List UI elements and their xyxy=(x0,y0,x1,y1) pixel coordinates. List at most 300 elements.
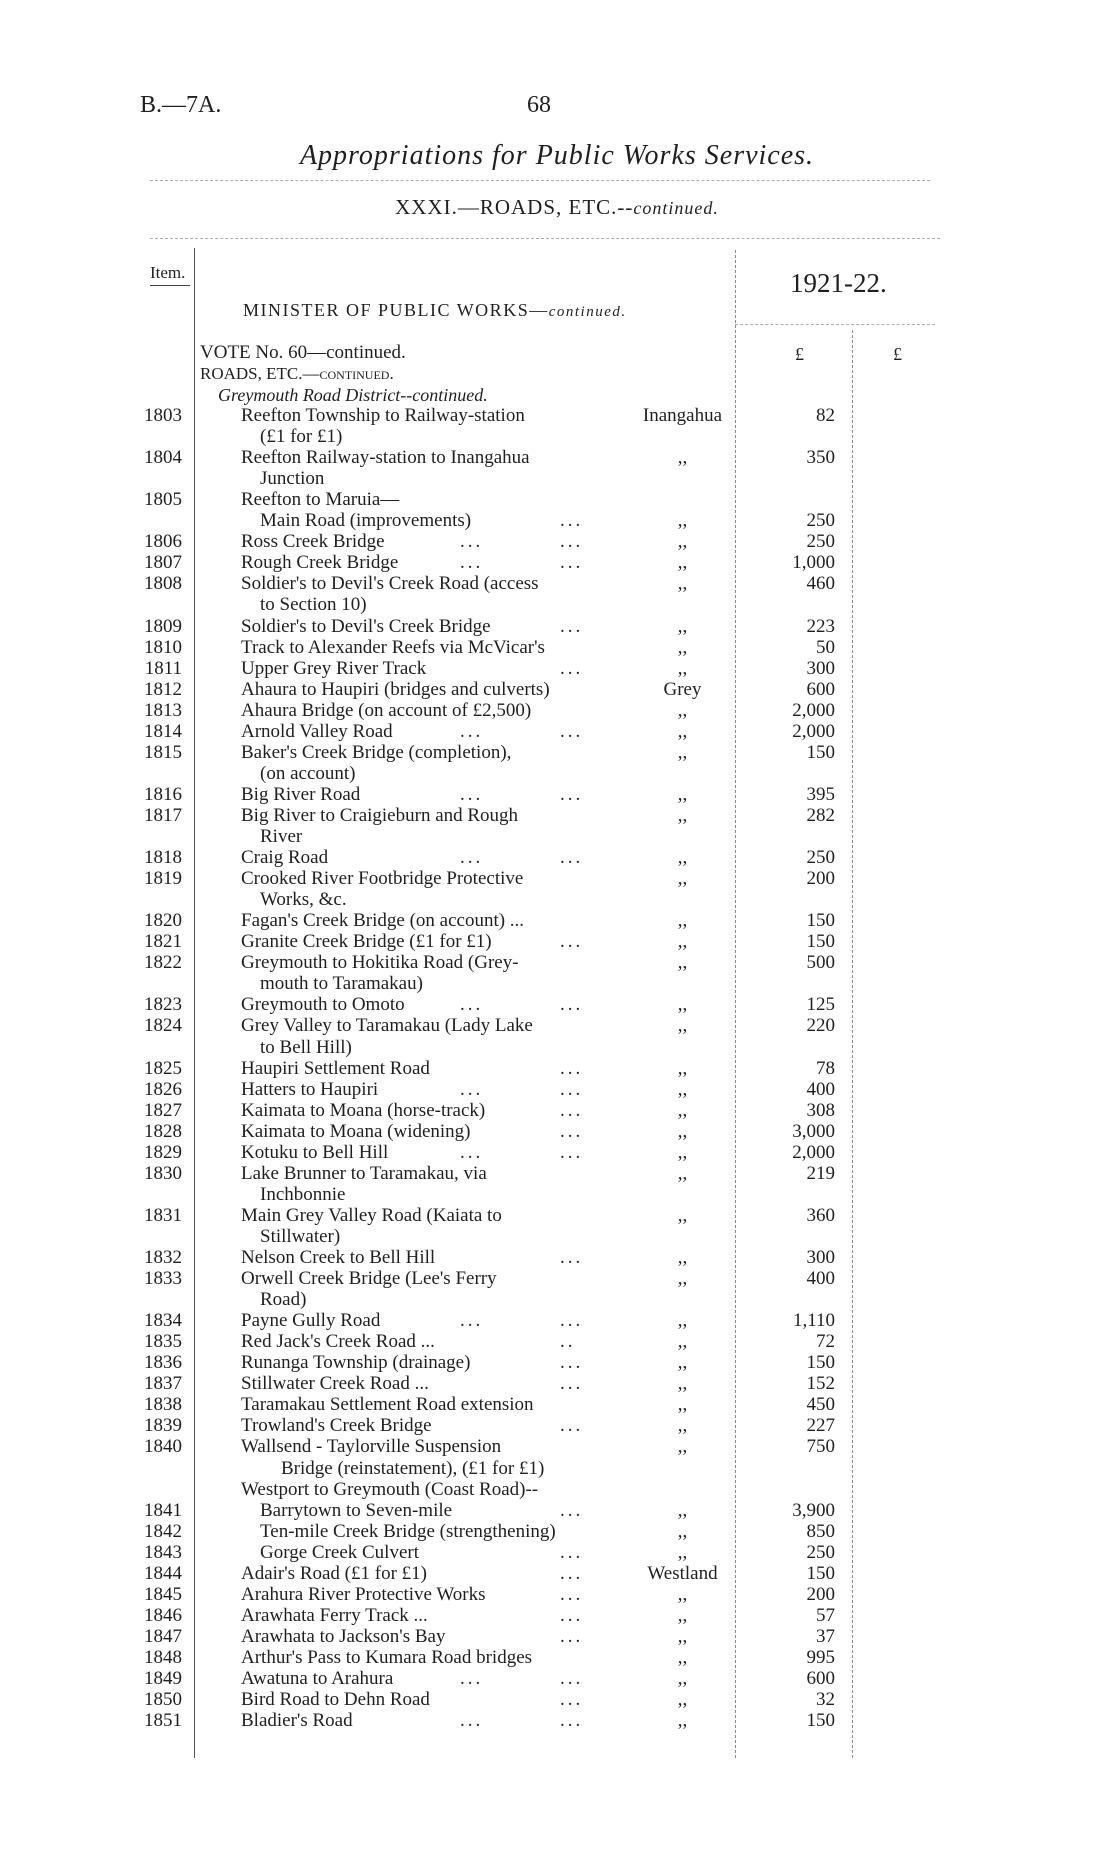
table-row xyxy=(0,1121,1114,1142)
table-row xyxy=(0,1015,1114,1036)
item-description: to Bell Hill) xyxy=(260,1036,352,1058)
table-row xyxy=(0,1436,1114,1457)
amount-value: 223 xyxy=(806,615,835,637)
ministry-heading xyxy=(243,300,627,321)
district-name: ,, xyxy=(677,1646,688,1668)
amount-value: 1,000 xyxy=(792,552,835,574)
leader-dots: ... xyxy=(560,783,584,805)
item-description: Westport to Greymouth (Coast Road)-- xyxy=(241,1478,539,1500)
table-row xyxy=(0,1373,1114,1394)
item-number: 1836 xyxy=(144,1352,182,1374)
item-description: Hatters to Haupiri xyxy=(241,1078,379,1100)
district-name: ,, xyxy=(677,1499,688,1521)
amount-value: 250 xyxy=(806,510,835,532)
item-number: 1828 xyxy=(144,1120,182,1142)
district-name: ,, xyxy=(677,552,688,574)
district-name: ,, xyxy=(677,1015,688,1037)
district-name: ,, xyxy=(677,1310,688,1332)
amount-value: 50 xyxy=(816,636,835,658)
item-description: Barrytown to Seven-mile xyxy=(260,1499,453,1521)
item-description: Nelson Creek to Bell Hill xyxy=(241,1247,436,1268)
item-description: Gorge Creek Culvert xyxy=(260,1541,419,1563)
table-row xyxy=(0,1163,1114,1184)
amount-value: 250 xyxy=(806,531,835,553)
district-name: ,, xyxy=(677,952,688,974)
leader-dots: ... xyxy=(560,1373,584,1395)
item-number: 1830 xyxy=(144,1162,182,1184)
table-row xyxy=(0,510,1114,531)
leader-dots: ... xyxy=(560,510,584,532)
table-row xyxy=(0,1458,1114,1479)
amount-value: 1,110 xyxy=(792,1310,835,1332)
amount-value: 57 xyxy=(816,1604,835,1626)
table-row xyxy=(0,1710,1114,1731)
amount-value: 3,000 xyxy=(792,1120,835,1142)
table-row xyxy=(0,700,1114,721)
table-row xyxy=(0,1479,1114,1500)
table-row xyxy=(0,868,1114,889)
item-description: Big River Road xyxy=(241,783,361,805)
leader-dots: ... xyxy=(560,1562,584,1584)
item-description: Reefton Railway-station to Inangahua xyxy=(241,447,530,469)
table-row xyxy=(0,552,1114,573)
leader-dots: ... xyxy=(460,1668,484,1689)
district-name: ,, xyxy=(677,1352,688,1374)
amount-value: 152 xyxy=(806,1373,835,1395)
table-row xyxy=(0,489,1114,510)
table-row xyxy=(0,1100,1114,1121)
item-description: Main Grey Valley Road (Kaiata to xyxy=(241,1204,502,1226)
amount-value: 395 xyxy=(806,783,835,805)
item-description: Fagan's Creek Bridge (on account) ... xyxy=(241,910,525,932)
item-description: Soldier's to Devil's Creek Bridge xyxy=(241,615,491,637)
item-description: Payne Gully Road xyxy=(241,1310,381,1332)
table-row xyxy=(0,573,1114,594)
table-row xyxy=(0,1289,1114,1310)
leader-dots: ... xyxy=(560,531,584,553)
district-name: ,, xyxy=(677,1436,688,1458)
district-name: ,, xyxy=(677,868,688,890)
amount-value: 300 xyxy=(806,657,835,679)
district-name: ,, xyxy=(677,1078,688,1100)
item-description: Greymouth to Omoto xyxy=(241,994,405,1016)
item-description: Rough Creek Bridge xyxy=(241,552,399,574)
amount-value: 308 xyxy=(806,1099,835,1121)
leader-dots: ... xyxy=(460,783,484,805)
section-subtitle xyxy=(0,195,1114,220)
item-number: 1840 xyxy=(144,1436,182,1458)
item-number: 1846 xyxy=(144,1604,182,1626)
item-column-header: Item. xyxy=(150,263,186,282)
item-description: Haupiri Settlement Road xyxy=(241,1057,430,1079)
leader-dots: ... xyxy=(560,1625,584,1647)
amount-value: 227 xyxy=(806,1415,835,1437)
table-row xyxy=(0,721,1114,742)
leader-dots: ... xyxy=(460,1141,484,1163)
district-heading: Greymouth Road District--continued. xyxy=(218,385,488,405)
item-number: 1803 xyxy=(144,405,182,426)
table-row xyxy=(0,1142,1114,1163)
table-top-rule xyxy=(150,238,940,239)
item-number: 1851 xyxy=(144,1710,182,1732)
subtitle-main: XXXI.—ROADS, ETC.-- xyxy=(395,195,634,219)
table-row xyxy=(0,1352,1114,1373)
amount-value: 250 xyxy=(806,1541,835,1563)
district-name: ,, xyxy=(677,931,688,953)
minister-main: MINISTER OF PUBLIC WORKS— xyxy=(243,300,549,320)
district-name: ,, xyxy=(677,1162,688,1184)
amount-value: 2,000 xyxy=(792,1141,835,1163)
district-name: ,, xyxy=(677,741,688,763)
table-row xyxy=(0,1058,1114,1079)
item-number: 1815 xyxy=(144,741,182,763)
item-description: Red Jack's Creek Road ... xyxy=(241,1331,435,1353)
amount-value: 3,900 xyxy=(792,1499,835,1521)
item-description: Works, &c. xyxy=(260,889,347,911)
table-row xyxy=(0,1331,1114,1352)
item-number: 1835 xyxy=(144,1331,182,1353)
item-number: 1816 xyxy=(144,783,182,805)
amount-value: 300 xyxy=(806,1247,835,1268)
leader-dots: ... xyxy=(560,1078,584,1100)
item-number: 1837 xyxy=(144,1373,182,1395)
item-number: 1843 xyxy=(144,1541,182,1563)
item-number: 1844 xyxy=(144,1562,182,1584)
table-row xyxy=(0,763,1114,784)
district-name: ,, xyxy=(677,1604,688,1626)
leader-dots: ... xyxy=(560,1689,584,1711)
district-name: Grey xyxy=(663,678,702,700)
item-number: 1842 xyxy=(144,1520,182,1542)
document-reference: B.—7A. xyxy=(140,92,222,118)
leader-dots: .. xyxy=(560,1331,576,1353)
table-row xyxy=(0,1500,1114,1521)
item-description: Ross Creek Bridge xyxy=(241,531,385,553)
table-row xyxy=(0,847,1114,868)
item-number: 1834 xyxy=(144,1310,182,1332)
item-description: Main Road (improvements) xyxy=(260,510,472,532)
amount-value: 150 xyxy=(806,741,835,763)
item-number: 1806 xyxy=(144,531,182,553)
pound-symbol-amount: £ xyxy=(795,344,804,364)
leader-dots: ... xyxy=(560,1499,584,1521)
leader-dots: ... xyxy=(560,1310,584,1332)
amount-value: 72 xyxy=(816,1331,835,1353)
item-number: 1829 xyxy=(144,1141,182,1163)
item-header-underline xyxy=(150,285,190,286)
item-number: 1813 xyxy=(144,699,182,721)
leader-dots: ... xyxy=(460,1078,484,1100)
leader-dots: ... xyxy=(560,1099,584,1121)
table-row xyxy=(0,1647,1114,1668)
table-row xyxy=(0,405,1114,426)
item-number: 1831 xyxy=(144,1204,182,1226)
amount-value: 360 xyxy=(806,1204,835,1226)
amount-value: 219 xyxy=(806,1162,835,1184)
district-name: ,, xyxy=(677,804,688,826)
item-number: 1839 xyxy=(144,1415,182,1437)
item-description: Arawhata to Jackson's Bay xyxy=(241,1625,446,1647)
district-name: ,, xyxy=(677,1710,688,1732)
leader-dots: ... xyxy=(560,994,584,1016)
district-name: ,, xyxy=(677,615,688,637)
item-description: Ahaura to Haupiri (bridges and culverts) xyxy=(241,678,550,700)
district-name: ,, xyxy=(677,1268,688,1290)
amount-value: 150 xyxy=(806,910,835,932)
table-row xyxy=(0,1415,1114,1436)
district-name: ,, xyxy=(677,783,688,805)
item-number: 1818 xyxy=(144,847,182,869)
item-description: Taramakau Settlement Road extension xyxy=(241,1394,534,1416)
item-description: Grey Valley to Taramakau (Lady Lake xyxy=(241,1015,533,1037)
item-description: Orwell Creek Bridge (Lee's Ferry xyxy=(241,1268,497,1290)
amount-value: 200 xyxy=(806,868,835,890)
leader-dots: ... xyxy=(560,1604,584,1626)
leader-dots: ... xyxy=(560,1668,584,1689)
table-row xyxy=(0,973,1114,994)
leader-dots: ... xyxy=(460,531,484,553)
item-description: Adair's Road (£1 for £1) xyxy=(241,1562,427,1584)
item-description: Big River to Craigieburn and Rough xyxy=(241,804,519,826)
table-row xyxy=(0,1037,1114,1058)
year-header-underline xyxy=(735,324,935,325)
item-description: Reefton Township to Railway-station xyxy=(241,405,525,426)
item-description: (£1 for £1) xyxy=(260,426,343,448)
item-description: (on account) xyxy=(260,762,356,784)
item-description: Trowland's Creek Bridge xyxy=(241,1415,432,1437)
item-number: 1827 xyxy=(144,1099,182,1121)
item-number: 1807 xyxy=(144,552,182,574)
amount-value: 600 xyxy=(806,678,835,700)
item-description: Granite Creek Bridge (£1 for £1) xyxy=(241,931,492,953)
table-row xyxy=(0,784,1114,805)
district-name: ,, xyxy=(677,910,688,932)
leader-dots: ... xyxy=(560,1141,584,1163)
table-row xyxy=(0,1184,1114,1205)
item-number: 1847 xyxy=(144,1625,182,1647)
leader-dots: ... xyxy=(560,615,584,637)
district-name: ,, xyxy=(677,699,688,721)
item-number: 1848 xyxy=(144,1646,182,1668)
table-row xyxy=(0,1605,1114,1626)
page-number: 68 xyxy=(527,92,551,118)
amount-value: 600 xyxy=(806,1668,835,1689)
item-description: River xyxy=(260,826,303,847)
amount-value: 78 xyxy=(816,1057,835,1079)
amount-value: 32 xyxy=(816,1689,835,1711)
item-number: 1809 xyxy=(144,615,182,637)
amount-value: 150 xyxy=(806,931,835,953)
item-description: Bridge (reinstatement), (£1 for £1) xyxy=(281,1457,545,1479)
table-row xyxy=(0,1079,1114,1100)
item-description: Bird Road to Dehn Road xyxy=(241,1689,430,1711)
leader-dots: ... xyxy=(560,1710,584,1732)
amount-value: 850 xyxy=(806,1520,835,1542)
district-name: ,, xyxy=(677,1625,688,1647)
leader-dots: ... xyxy=(560,1415,584,1437)
item-description: Ten-mile Creek Bridge (strengthening) xyxy=(260,1520,556,1542)
leader-dots: ... xyxy=(460,1710,484,1732)
table-row xyxy=(0,1689,1114,1710)
table-row xyxy=(0,826,1114,847)
table-row xyxy=(0,1563,1114,1584)
table-row xyxy=(0,889,1114,910)
item-description: Runanga Township (drainage) xyxy=(241,1352,471,1374)
district-name: ,, xyxy=(677,1689,688,1711)
item-number: 1820 xyxy=(144,910,182,932)
table-row xyxy=(0,952,1114,973)
page-title: Appropriations for Public Works Services. xyxy=(299,140,815,171)
amount-value: 995 xyxy=(806,1646,835,1668)
amount-value: 282 xyxy=(806,804,835,826)
leader-dots: ... xyxy=(560,1541,584,1563)
table-row xyxy=(0,1626,1114,1647)
district-name: ,, xyxy=(677,510,688,532)
leader-dots: ... xyxy=(560,931,584,953)
district-name: Westland xyxy=(647,1562,718,1584)
table-row xyxy=(0,1668,1114,1689)
item-description: Upper Grey River Track xyxy=(241,657,427,679)
district-name: ,, xyxy=(677,720,688,742)
item-description: Track to Alexander Reefs via McVicar's xyxy=(241,636,545,658)
item-number: 1805 xyxy=(144,489,182,511)
amount-value: 400 xyxy=(806,1078,835,1100)
leader-dots: ... xyxy=(460,847,484,869)
item-description: Arawhata Ferry Track ... xyxy=(241,1604,428,1626)
amount-value: 125 xyxy=(806,994,835,1016)
table-row xyxy=(0,447,1114,468)
table-row xyxy=(0,426,1114,447)
item-number: 1833 xyxy=(144,1268,182,1290)
leader-dots: ... xyxy=(460,552,484,574)
district-name: ,, xyxy=(677,994,688,1016)
amount-value: 250 xyxy=(806,847,835,869)
item-number: 1845 xyxy=(144,1583,182,1605)
item-number: 1850 xyxy=(144,1689,182,1711)
district-name: ,, xyxy=(677,447,688,469)
district-name: ,, xyxy=(677,1583,688,1605)
leader-dots: ... xyxy=(460,720,484,742)
table-row xyxy=(0,468,1114,489)
district-name: ,, xyxy=(677,636,688,658)
table-row xyxy=(0,616,1114,637)
table-row xyxy=(0,931,1114,952)
item-number: 1826 xyxy=(144,1078,182,1100)
leader-dots: ... xyxy=(560,1247,584,1268)
item-description: Kotuku to Bell Hill xyxy=(241,1141,389,1163)
table-row xyxy=(0,658,1114,679)
vote-heading: VOTE No. 60—continued. xyxy=(200,342,406,363)
item-number: 1823 xyxy=(144,994,182,1016)
minister-continued: continued. xyxy=(548,304,627,320)
district-name: ,, xyxy=(677,1373,688,1395)
amount-value: 150 xyxy=(806,1710,835,1732)
amount-value: 200 xyxy=(806,1583,835,1605)
item-description: Lake Brunner to Taramakau, via xyxy=(241,1162,487,1184)
item-description: Stillwater Creek Road ... xyxy=(241,1373,429,1395)
roads-heading: ROADS, ETC.—continued. xyxy=(200,364,394,383)
amount-value: 500 xyxy=(806,952,835,974)
item-description: Ahaura Bridge (on account of £2,500) xyxy=(241,699,532,721)
district-name: ,, xyxy=(677,1541,688,1563)
item-number: 1819 xyxy=(144,868,182,890)
table-row xyxy=(0,1310,1114,1331)
item-number: 1821 xyxy=(144,931,182,953)
item-number: 1849 xyxy=(144,1668,182,1689)
district-name: ,, xyxy=(677,1099,688,1121)
leader-dots: ... xyxy=(560,1583,584,1605)
table-row xyxy=(0,1226,1114,1247)
item-description: Craig Road xyxy=(241,847,329,869)
item-description: Awatuna to Arahura xyxy=(241,1668,394,1689)
item-description: Stillwater) xyxy=(260,1225,341,1247)
district-name: ,, xyxy=(677,847,688,869)
item-description: Kaimata to Moana (horse-track) xyxy=(241,1099,486,1121)
district-name: ,, xyxy=(677,531,688,553)
leader-dots: ... xyxy=(560,847,584,869)
amount-value: 400 xyxy=(806,1268,835,1290)
item-number: 1810 xyxy=(144,636,182,658)
amount-value: 350 xyxy=(806,447,835,469)
leader-dots: ... xyxy=(560,1057,584,1079)
district-name: ,, xyxy=(677,1415,688,1437)
district-name: ,, xyxy=(677,1331,688,1353)
amount-value: 150 xyxy=(806,1562,835,1584)
item-number: 1841 xyxy=(144,1499,182,1521)
title-divider xyxy=(150,180,930,181)
table-row xyxy=(0,742,1114,763)
item-number: 1824 xyxy=(144,1015,182,1037)
pound-symbol-total: £ xyxy=(893,344,902,364)
item-number: 1804 xyxy=(144,447,182,469)
table-row xyxy=(0,994,1114,1015)
amount-value: 82 xyxy=(816,405,835,426)
district-name: ,, xyxy=(677,1120,688,1142)
item-description: Bladier's Road xyxy=(241,1710,353,1732)
item-description: to Section 10) xyxy=(260,594,367,616)
item-description: Arahura River Protective Works xyxy=(241,1583,486,1605)
item-number: 1825 xyxy=(144,1057,182,1079)
amount-value: 37 xyxy=(816,1625,835,1647)
leader-dots: ... xyxy=(560,657,584,679)
table-row xyxy=(0,679,1114,700)
item-number: 1817 xyxy=(144,804,182,826)
leader-dots: ... xyxy=(560,1120,584,1142)
item-description: Arnold Valley Road xyxy=(241,720,393,742)
subtitle-continued: continued. xyxy=(633,198,719,218)
item-description: Crooked River Footbridge Protective xyxy=(241,868,524,890)
item-number: 1822 xyxy=(144,952,182,974)
table-row xyxy=(0,910,1114,931)
amount-value: 150 xyxy=(806,1352,835,1374)
table-row xyxy=(0,1268,1114,1289)
item-description: Wallsend - Taylorville Suspension xyxy=(241,1436,502,1458)
leader-dots: ... xyxy=(560,1352,584,1374)
district-name: ,, xyxy=(677,657,688,679)
item-description: Junction xyxy=(260,468,325,490)
district-name: ,, xyxy=(677,1394,688,1416)
leader-dots: ... xyxy=(460,1310,484,1332)
amount-value: 220 xyxy=(806,1015,835,1037)
district-name: ,, xyxy=(677,1204,688,1226)
amount-value: 450 xyxy=(806,1394,835,1416)
item-description: Soldier's to Devil's Creek Road (access xyxy=(241,573,539,595)
district-name: ,, xyxy=(677,573,688,595)
table-row xyxy=(0,1542,1114,1563)
district-name: ,, xyxy=(677,1668,688,1689)
leader-dots: ... xyxy=(560,552,584,574)
item-description: Arthur's Pass to Kumara Road bridges xyxy=(241,1646,533,1668)
